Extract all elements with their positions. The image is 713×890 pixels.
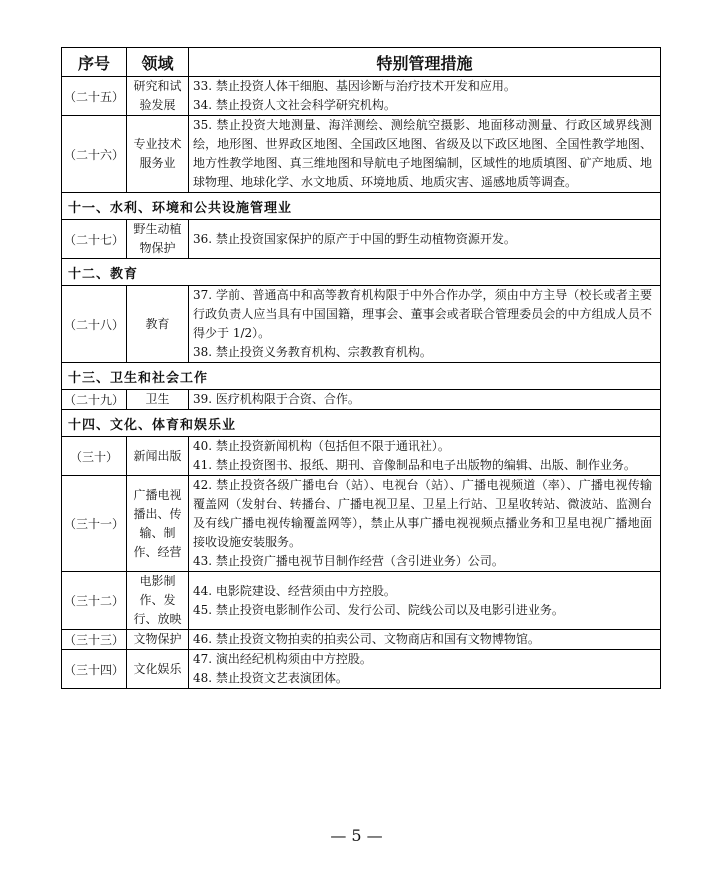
row-index: （三十三） — [62, 630, 127, 650]
measure-item: 35. 禁止投资大地测量、海洋测绘、测绘航空摄影、地面移动测量、行政区域界线测绘，地形图、世界政区地图、全国政区地图、省级及以下政区地图、全国性教学地图、地方性教学地图、真三维地图和导航电子地图编制，区域性的地质填图、矿产地质、地球物理、地球化学、水文地质、环境地质、地质灾害、遥感地质等调查。 — [193, 118, 652, 189]
row-measures — [189, 77, 661, 116]
section-heading-row — [62, 363, 661, 390]
row-measures — [189, 630, 661, 650]
row-field: 研究和试验发展 — [127, 77, 189, 116]
row-index: （三十四） — [62, 650, 127, 689]
measure-item: 34. 禁止投资人文社会科学研究机构。 — [193, 98, 396, 112]
section-heading: 十一、水利、环境和公共设施管理业 — [62, 193, 661, 220]
table-row — [62, 390, 661, 410]
section-heading-row — [62, 259, 661, 286]
measure-item: 39. 医疗机构限于合资、合作。 — [193, 392, 360, 406]
measure-item: 37. 学前、普通高中和高等教育机构限于中外合作办学，须由中方主导（校长或者主要行政负责人应当具有中国国籍，理事会、董事会或者联合管理委员会的中方组成人员不得少于 1/2）。 — [193, 288, 652, 340]
table-row — [62, 116, 661, 193]
table-row — [62, 220, 661, 259]
row-index: （二十五） — [62, 77, 127, 116]
row-measures — [189, 116, 661, 193]
row-measures — [189, 650, 661, 689]
row-field: 广播电视播出、传输、制作、经营 — [127, 476, 189, 572]
row-index: （二十九） — [62, 390, 127, 410]
row-field: 文物保护 — [127, 630, 189, 650]
row-index: （二十六） — [62, 116, 127, 193]
row-field: 卫生 — [127, 390, 189, 410]
measure-item: 38. 禁止投资义务教育机构、宗教教育机构。 — [193, 345, 432, 359]
row-measures — [189, 390, 661, 410]
measure-item: 42. 禁止投资各级广播电台（站）、电视台（站）、广播电视频道（率）、广播电视传输覆盖网（发射台、转播台、广播电视卫星、卫星上行站、卫星收转站、微波站、监测台及有线广播电视传输覆盖网等），禁止从事广播电视视频点播业务和卫星电视广播地面接收设施安装服务。 — [193, 478, 652, 549]
table-row — [62, 437, 661, 476]
section-heading: 十四、文化、体育和娱乐业 — [62, 410, 661, 437]
header-index: 序号 — [62, 48, 127, 77]
row-field: 野生动植物保护 — [127, 220, 189, 259]
measure-item: 41. 禁止投资图书、报纸、期刊、音像制品和电子出版物的编辑、出版、制作业务。 — [193, 458, 636, 472]
row-field: 文化娱乐 — [127, 650, 189, 689]
measure-item: 46. 禁止投资文物拍卖的拍卖公司、文物商店和国有文物博物馆。 — [193, 632, 540, 646]
table-row — [62, 572, 661, 630]
header-field: 领域 — [127, 48, 189, 77]
row-measures — [189, 286, 661, 363]
row-measures — [189, 437, 661, 476]
header-measures: 特别管理措施 — [189, 48, 661, 77]
measure-item: 36. 禁止投资国家保护的原产于中国的野生动植物资源开发。 — [193, 231, 516, 246]
section-heading-row — [62, 193, 661, 220]
special-measures-table — [61, 47, 661, 689]
measure-item: 43. 禁止投资广播电视节目制作经营（含引进业务）公司。 — [193, 554, 504, 568]
section-heading: 十二、教育 — [62, 259, 661, 286]
row-measures — [189, 220, 661, 259]
row-index: （二十八） — [62, 286, 127, 363]
section-heading: 十三、卫生和社会工作 — [62, 363, 661, 390]
table-row — [62, 286, 661, 363]
row-field: 专业技术服务业 — [127, 116, 189, 193]
measure-item: 33. 禁止投资人体干细胞、基因诊断与治疗技术开发和应用。 — [193, 79, 516, 93]
table-row — [62, 77, 661, 116]
measure-item: 48. 禁止投资文艺表演团体。 — [193, 671, 348, 685]
row-field: 教育 — [127, 286, 189, 363]
row-index: （三十二） — [62, 572, 127, 630]
row-measures — [189, 572, 661, 630]
row-index: （三十） — [62, 437, 127, 476]
measure-item: 45. 禁止投资电影制作公司、发行公司、院线公司以及电影引进业务。 — [193, 602, 564, 617]
page-number: — 5 — — [330, 826, 383, 845]
table-row — [62, 630, 661, 650]
row-index: （二十七） — [62, 220, 127, 259]
table-body — [62, 77, 661, 689]
row-field: 新闻出版 — [127, 437, 189, 476]
table-row — [62, 650, 661, 689]
table-header-row — [62, 48, 661, 77]
measure-item: 40. 禁止投资新闻机构（包括但不限于通讯社）。 — [193, 439, 450, 453]
row-measures — [189, 476, 661, 572]
measure-item: 44. 电影院建设、经营须由中方控股。 — [193, 583, 396, 598]
row-index: （三十一） — [62, 476, 127, 572]
row-field: 电影制作、发行、放映 — [127, 572, 189, 630]
table-row — [62, 476, 661, 572]
section-heading-row — [62, 410, 661, 437]
measure-item: 47. 演出经纪机构须由中方控股。 — [193, 652, 372, 666]
